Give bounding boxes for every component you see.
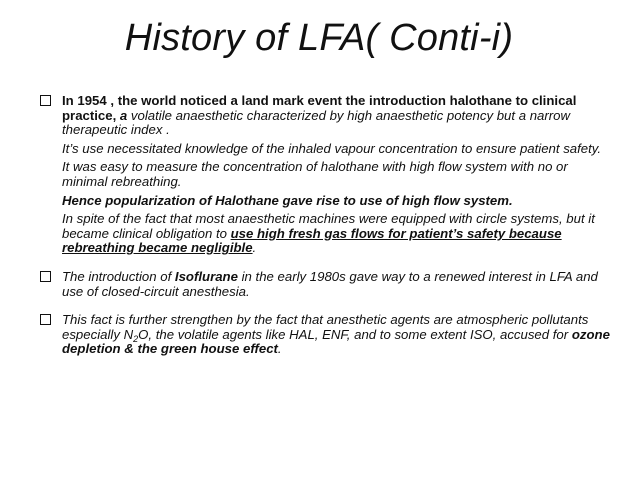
bullet-1-description: volatile anaesthetic characterized by high anaesthetic potency but a narrow therapeutic index .	[62, 107, 571, 138]
bullet-1-lead: In 1954 , the world noticed a land mark event the introduction halothane to clinical practice,	[62, 93, 577, 123]
bullet-2-isoflurane-term: Isoflurane	[174, 268, 238, 284]
bullet-1-para-popularization: Hence popularization of Halothane gave rise to use of high flow system.	[62, 192, 513, 208]
bullet-2-part1: The introduction of	[62, 268, 175, 284]
bullet-1-para-circle-text: In spite of the fact that most anaesthetic machines were equipped with circle systems, but it became clinical obligation to	[62, 211, 595, 241]
spacer	[40, 299, 615, 313]
bullet-1-para-emphasis: use high fresh gas flows for patient’s safety because rebreathing became negligible	[62, 225, 562, 256]
bullet-1-article: a	[116, 107, 128, 123]
bullet-3-part2: O, the volatile agents like HAL, ENF, and to some extent ISO, accused for	[138, 326, 572, 342]
bullet-3-pollutants	[40, 313, 615, 357]
checkbox-bullet-icon	[40, 314, 51, 325]
bullet-3-part1: This fact is further strengthen by the fact that anesthetic agents are atmospheric pollutants especially N	[62, 312, 589, 342]
bullet-1-para-measure: It was easy to measure the concentration of halothane with high flow system with no or minimal rebreathing.	[62, 159, 568, 189]
bullet-1-para-end: .	[252, 240, 257, 256]
bullet-2-isoflurane	[40, 270, 615, 299]
bullet-3-subscript: 2	[133, 333, 139, 344]
spacer	[40, 256, 615, 270]
bullet-3-ozone-term: ozone depletion & the green house effect	[62, 326, 610, 357]
slide-title: History of LFA( Conti-i)	[124, 17, 514, 59]
bullet-1-para-circle-systems	[40, 212, 615, 256]
bullet-2-part3: in the early 1980s gave way to a renewed interest in LFA and use of closed-circuit anesthesia.	[62, 268, 598, 299]
bullet-3-part4: .	[277, 341, 282, 357]
bullet-1-para-safety: It’s use necessitated knowledge of the inhaled vapour concentration to ensure patient safety.	[62, 140, 602, 156]
bullet-1943-halothane	[40, 94, 615, 138]
checkbox-bullet-icon	[40, 271, 51, 282]
slide-content	[40, 94, 615, 357]
checkbox-bullet-icon	[40, 95, 51, 106]
